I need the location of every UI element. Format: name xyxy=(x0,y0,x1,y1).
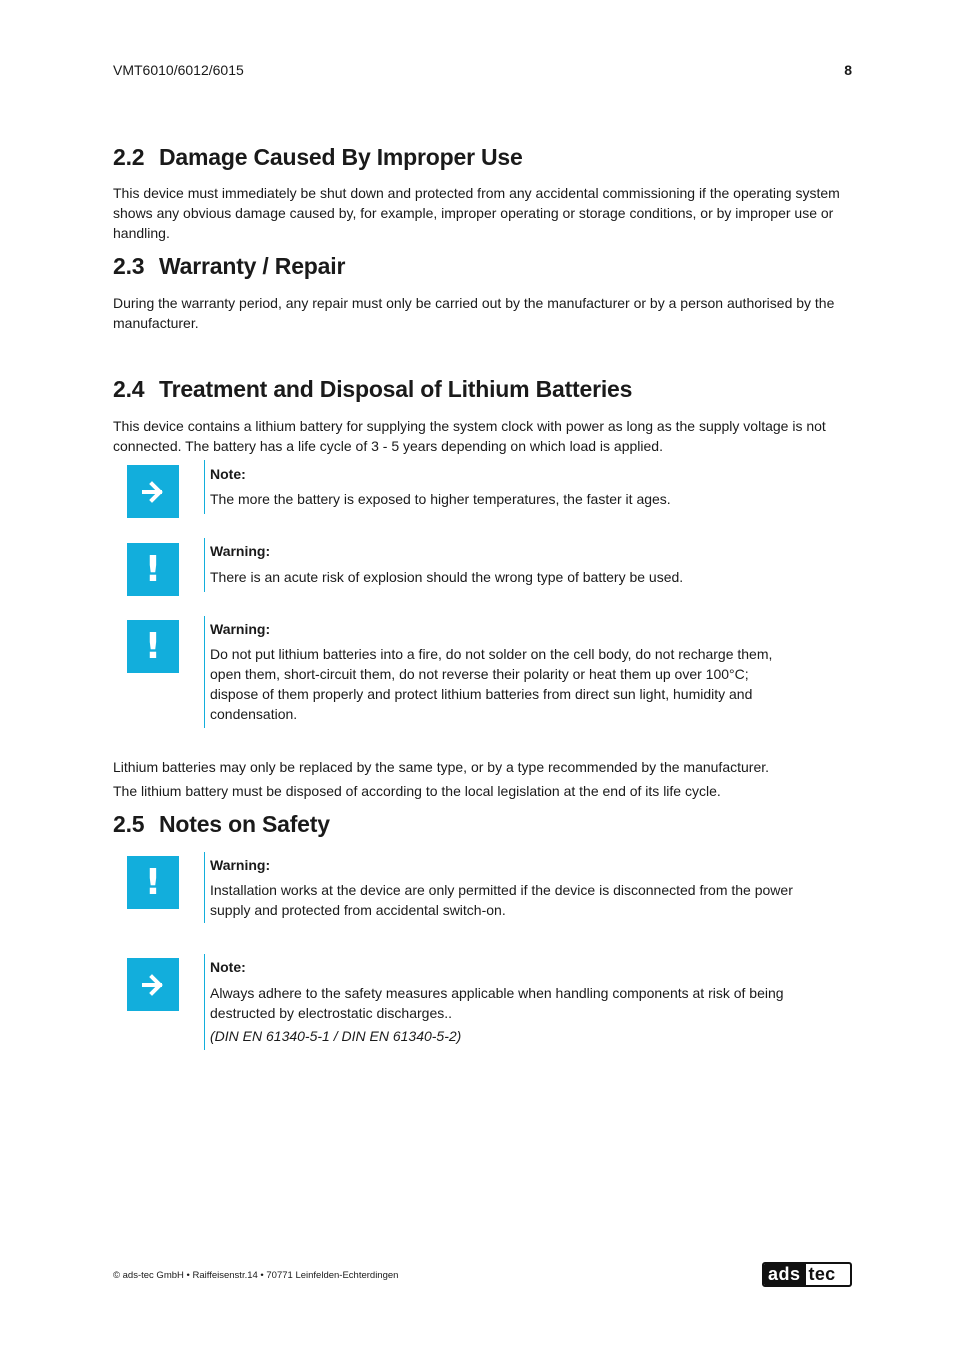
section-title: Damage Caused By Improper Use xyxy=(159,144,523,170)
note-divider xyxy=(204,460,205,514)
note-text: The more the battery is exposed to higher temperatures, the faster it ages. xyxy=(210,491,671,507)
section-heading-2-2 xyxy=(113,144,523,171)
battery-disposal-text: The lithium battery must be disposed of according to the local legislation at the end of its life cycle. xyxy=(113,783,721,799)
section-number: 2.5 xyxy=(113,811,145,837)
section-heading-2-3 xyxy=(113,253,345,280)
warning-divider xyxy=(204,852,205,923)
footer-copyright: © ads-tec GmbH • Raiffeisenstr.14 • 70771 Leinfelden-Echterdingen xyxy=(113,1270,399,1281)
warning-divider xyxy=(204,538,205,592)
section-heading-2-4 xyxy=(113,376,632,403)
logo-part-tec: tec xyxy=(808,1264,836,1284)
note-text: Always adhere to the safety measures applicable when handling components at risk of being destructed by electrostatic discharges.. xyxy=(210,985,784,1021)
battery-replacement-text: Lithium batteries may only be replaced by the same type, or by a type recommended by the manufacturer. xyxy=(113,759,770,775)
section-number: 2.3 xyxy=(113,253,145,279)
section-body: This device must immediately be shut down and protected from any accidental commissioning if the operating system shows any obvious damage caused by, for example, improper operating or storage conditions, or by improper use or handling. xyxy=(113,185,840,241)
arrow-right-icon xyxy=(127,958,179,1011)
section-number: 2.4 xyxy=(113,376,145,402)
exclamation-icon: ! xyxy=(127,856,179,909)
warning-title: Warning: xyxy=(210,543,271,559)
section-body: During the warranty period, any repair must only be carried out by the manufacturer or by a person authorised by the manufacturer. xyxy=(113,295,835,331)
standard-reference: (DIN EN 61340-5-1 / DIN EN 61340-5-2) xyxy=(210,1028,462,1044)
warning-title: Warning: xyxy=(210,857,271,873)
page-number: 8 xyxy=(844,62,852,78)
section-title: Notes on Safety xyxy=(159,811,330,837)
section-title: Treatment and Disposal of Lithium Batteries xyxy=(159,376,633,402)
warning-text: Do not put lithium batteries into a fire, do not solder on the cell body, do not recharge them, open them, short-circuit them, do not reverse their polarity or heat them up over 100°C; dispose of them properly and protect lithium batteries from direct sun light, humidity and condensation. xyxy=(210,646,773,722)
section-number: 2.2 xyxy=(113,144,145,170)
logo-part-ads: ads xyxy=(764,1264,806,1285)
ads-tec-logo xyxy=(762,1262,852,1287)
warning-divider xyxy=(204,616,205,728)
exclamation-icon: ! xyxy=(127,620,179,673)
note-divider xyxy=(204,954,205,1050)
document-id: VMT6010/6012/6015 xyxy=(113,62,244,78)
arrow-right-icon xyxy=(127,465,179,518)
note-title: Note: xyxy=(210,466,246,482)
section-body: This device contains a lithium battery for supplying the system clock with power as long as the supply voltage is not connected. The battery has a life cycle of 3 - 5 years depending on which load is applied. xyxy=(113,418,826,454)
warning-text: Installation works at the device are only permitted if the device is disconnected from the power supply and protected from accidental switch-on. xyxy=(210,882,793,918)
warning-text: There is an acute risk of explosion should the wrong type of battery be used. xyxy=(210,569,684,585)
exclamation-icon: ! xyxy=(127,543,179,596)
section-heading-2-5 xyxy=(113,811,330,838)
note-title: Note: xyxy=(210,959,246,975)
warning-title: Warning: xyxy=(210,621,271,637)
section-title: Warranty / Repair xyxy=(159,253,346,279)
